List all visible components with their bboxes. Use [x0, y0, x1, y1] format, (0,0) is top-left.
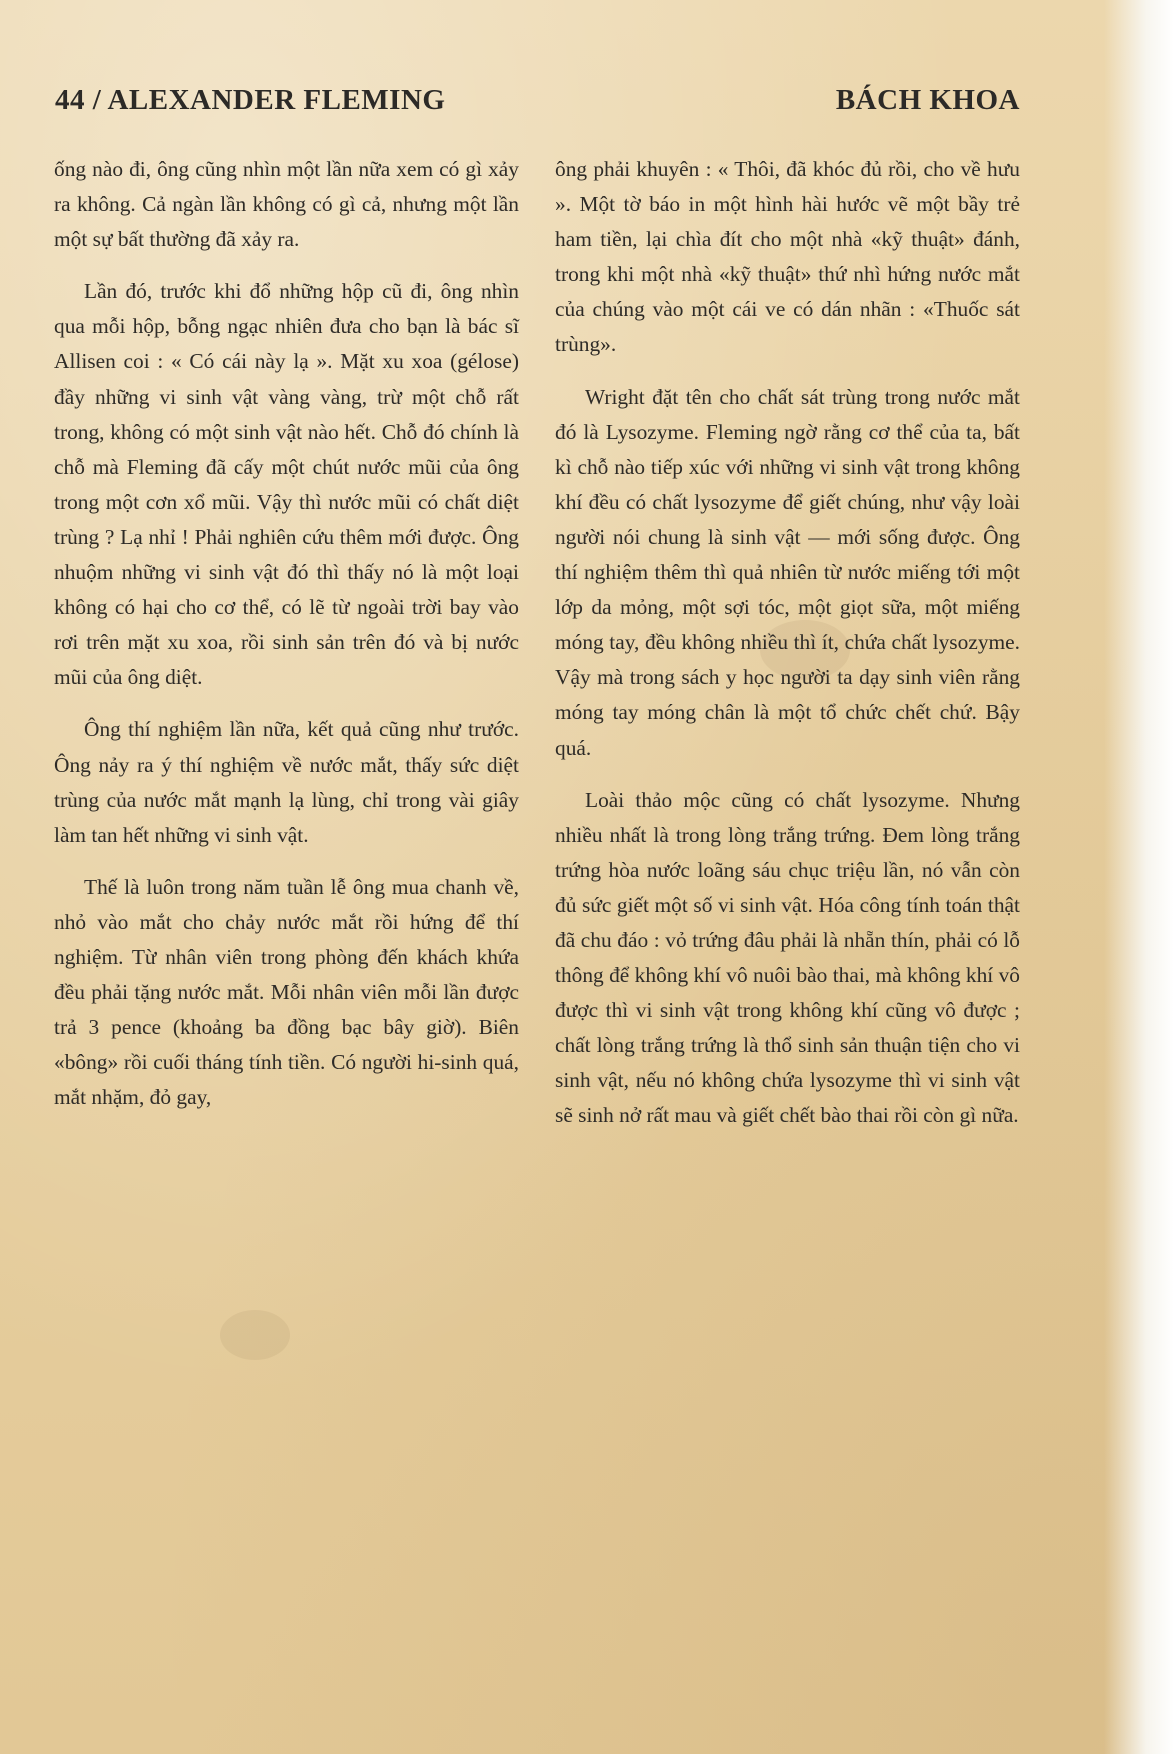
- paper-stain: [220, 1310, 290, 1360]
- paragraph: Wright đặt tên cho chất sát trùng trong nước mắt đó là Lysozyme. Fleming ngờ rằng cơ thể của ta, bất kì chỗ nào tiếp xúc với những vi sinh vật trong không khí đều có chất lysozyme để giết chúng, như vậy loài người nói chung là sinh vật — mới sống được. Ông thí nghiệm thêm thì quả nhiên từ nước miếng tới một lớp da mỏng, một sợi tóc, một giọt sữa, một miếng móng tay, đều không nhiều thì ít, chứa chất lysozyme. Vậy mà trong sách y học người ta dạy sinh viên rằng móng tay móng chân là một tổ chức chết chứ. Bậy quá.: [555, 384, 1020, 760]
- paragraph: Lần đó, trước khi đổ những hộp cũ đi, ông nhìn qua mỗi hộp, bỗng ngạc nhiên đưa cho bạn là bác sĩ Allisen coi : « Có cái này lạ ». Mặt xu xoa (gélose) đầy những vi sinh vật vàng vàng, trừ một chỗ rất trong, không có một sinh vật nào hết. Chỗ đó chính là chỗ mà Fleming đã cấy một chút nước mũi của ông trong một cơn xổ mũi. Vậy thì nước mũi có chất diệt trùng ? Lạ nhỉ ! Phải nghiên cứu thêm mới được. Ông nhuộm những vi sinh vật đó thì thấy nó là một loại không có hại cho cơ thể, có lẽ từ ngoài trời bay vào rơi trên mặt xu xoa, rồi sinh sản trên đó và bị nước mũi của ông diệt.: [54, 279, 519, 690]
- paragraph: ông phải khuyên : « Thôi, đã khóc đủ rồi, cho về hưu ». Một tờ báo in một hình hài hước vẽ một bầy trẻ ham tiền, lại chìa đít cho một nhà «kỹ thuật» đánh, trong khi một nhà «kỹ thuật» thứ nhì hứng nước mắt của chúng vào một cái ve có dán nhãn : «Thuốc sát trùng».: [555, 157, 1020, 357]
- paragraph: Thế là luôn trong năm tuần lễ ông mua chanh về, nhỏ vào mắt cho chảy nước mắt rồi hứng để thí nghiệm. Từ nhân viên trong phòng đến khách khứa đều phải tặng nước mắt. Mỗi nhân viên mỗi lần được trả 3 pence (khoảng ba đồng bạc bây giờ). Biên «bông» rồi cuối tháng tính tiền. Có người hi-sinh quá, mắt nhặm, đỏ gay,: [54, 874, 519, 1110]
- header-journal-name: BÁCH KHOA: [835, 84, 1020, 116]
- header-page-title: 44 / ALEXANDER FLEMING: [55, 84, 446, 116]
- left-column: [54, 152, 519, 1132]
- paragraph: Loài thảo mộc cũng có chất lysozyme. Nhưng nhiều nhất là trong lòng trắng trứng. Đem lòng trắng trứng hòa nước loãng sáu chục triệu lần, nó vẫn còn đủ sức giết một số vi sinh vật. Hóa công tính toán thật đã chu đáo : vỏ trứng đâu phải là nhẵn thín, phải có lỗ thông để không khí vô nuôi bào thai, mà không khí vô được thì vi sinh vật trong không khí cũng vô được ; chất lòng trắng trứng là thổ sinh sản thuận tiện cho vi sinh vật, nếu nó không chứa lysozyme thì vi sinh vật sẽ sinh nở rất mau và giết chết bào thai rồi còn gì nữa.: [555, 787, 1020, 1128]
- right-column: [555, 152, 1020, 1151]
- paragraph: Ông thí nghiệm lần nữa, kết quả cũng như trước. Ông nảy ra ý thí nghiệm về nước mắt, thấy sức diệt trùng của nước mắt mạnh lạ lùng, chỉ trong vài giây làm tan hết những vi sinh vật.: [54, 717, 519, 847]
- page-edge: [1104, 0, 1174, 1754]
- paragraph: ống nào đi, ông cũng nhìn một lần nữa xem có gì xảy ra không. Cả ngàn lần không có gì cả, nhưng một lần một sự bất thường đã xảy ra.: [54, 157, 519, 252]
- running-header: [55, 84, 1020, 124]
